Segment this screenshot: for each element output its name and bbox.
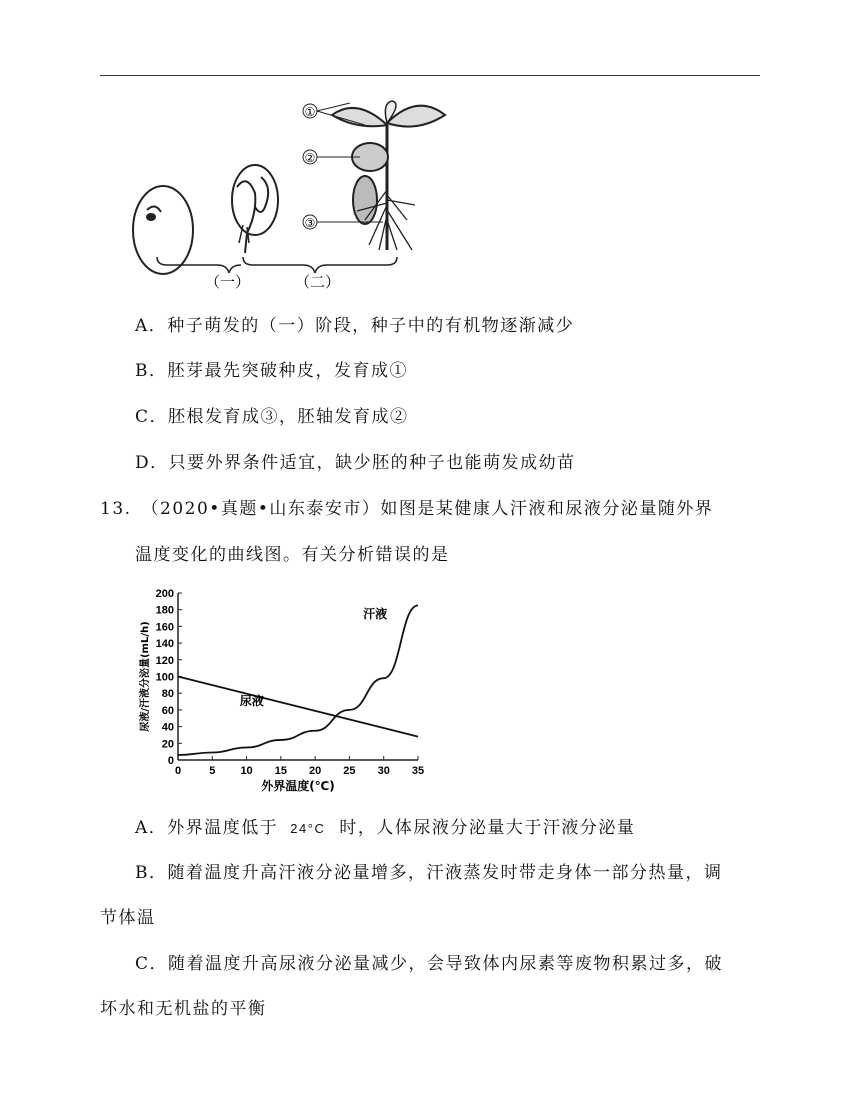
x-tick-label: 30 [377, 765, 390, 777]
x-tick-label: 35 [411, 765, 425, 777]
seedling-icon [332, 101, 445, 250]
q12-option-c: C．胚根发育成③，胚轴发育成② [135, 407, 409, 427]
x-tick-label: 25 [343, 765, 356, 777]
y-tick-label: 200 [155, 588, 174, 600]
x-axis-label: 外界温度(℃) [261, 779, 335, 793]
q13-option-c: C．随着温度升高尿液分泌量减少，会导致体内尿素等废物积累过多，破 [135, 954, 724, 974]
stage-1-label: （一） [205, 273, 251, 290]
series-line-urine [178, 677, 418, 737]
series-label-sweat: 汗液 [363, 607, 388, 622]
y-tick-label: 0 [167, 755, 174, 767]
series-line-sweat [178, 606, 418, 755]
y-tick-label: 60 [161, 704, 174, 717]
q13-stem-line2: 温度变化的曲线图。有关分析错误的是 [135, 545, 450, 565]
q13-option-a: A．外界温度低于 24°C 时，人体尿液分泌量大于汗液分泌量 [135, 818, 636, 838]
y-tick-label: 160 [155, 621, 174, 634]
seed-icon [133, 186, 193, 274]
x-tick-label: 10 [240, 765, 253, 777]
seed-germination-figure [125, 95, 455, 290]
svg-text:②: ② [304, 151, 316, 165]
stage-2-label: （二） [295, 273, 341, 290]
x-tick-label: 20 [309, 765, 322, 777]
y-tick-label: 120 [155, 654, 174, 667]
svg-text:③: ③ [304, 216, 316, 230]
q13-option-b: B．随着温度升高汗液分泌量增多，汗液蒸发时带走身体一部分热量，调 [135, 863, 723, 883]
q13-option-c-cont: 坏水和无机盐的平衡 [100, 999, 267, 1019]
y-tick-label: 180 [155, 604, 174, 617]
question-number: 13. [100, 499, 132, 519]
q12-option-a: A．种子萌发的（一）阶段，种子中的有机物逐渐减少 [135, 316, 575, 336]
y-tick-label: 40 [161, 721, 174, 734]
y-tick-label: 80 [161, 688, 174, 701]
x-tick-label: 15 [274, 765, 287, 777]
svg-text:①: ① [304, 105, 316, 119]
q12-option-b: B．胚芽最先突破种皮，发育成① [135, 361, 408, 381]
q13-stem-line1: 13. （2020•真题•山东泰安市）如图是某健康人汗液和尿液分泌量随外界 [100, 499, 714, 519]
q13-option-b-cont: 节体温 [100, 908, 156, 928]
q12-option-d: D．只要外界条件适宜，缺少胚的种子也能萌发成幼苗 [135, 453, 576, 473]
secretion-chart [138, 585, 438, 800]
y-axis-label: 尿液/汗液分泌量(mL/h) [140, 621, 151, 732]
y-tick-label: 20 [161, 738, 174, 751]
series-label-urine: 尿液 [239, 693, 264, 708]
y-tick-label: 140 [155, 638, 174, 651]
x-tick-label: 0 [174, 765, 182, 777]
header-rule [100, 75, 760, 76]
x-tick-label: 5 [209, 765, 216, 777]
temperature-value: 24°C [290, 821, 326, 836]
y-tick-label: 100 [155, 671, 174, 684]
